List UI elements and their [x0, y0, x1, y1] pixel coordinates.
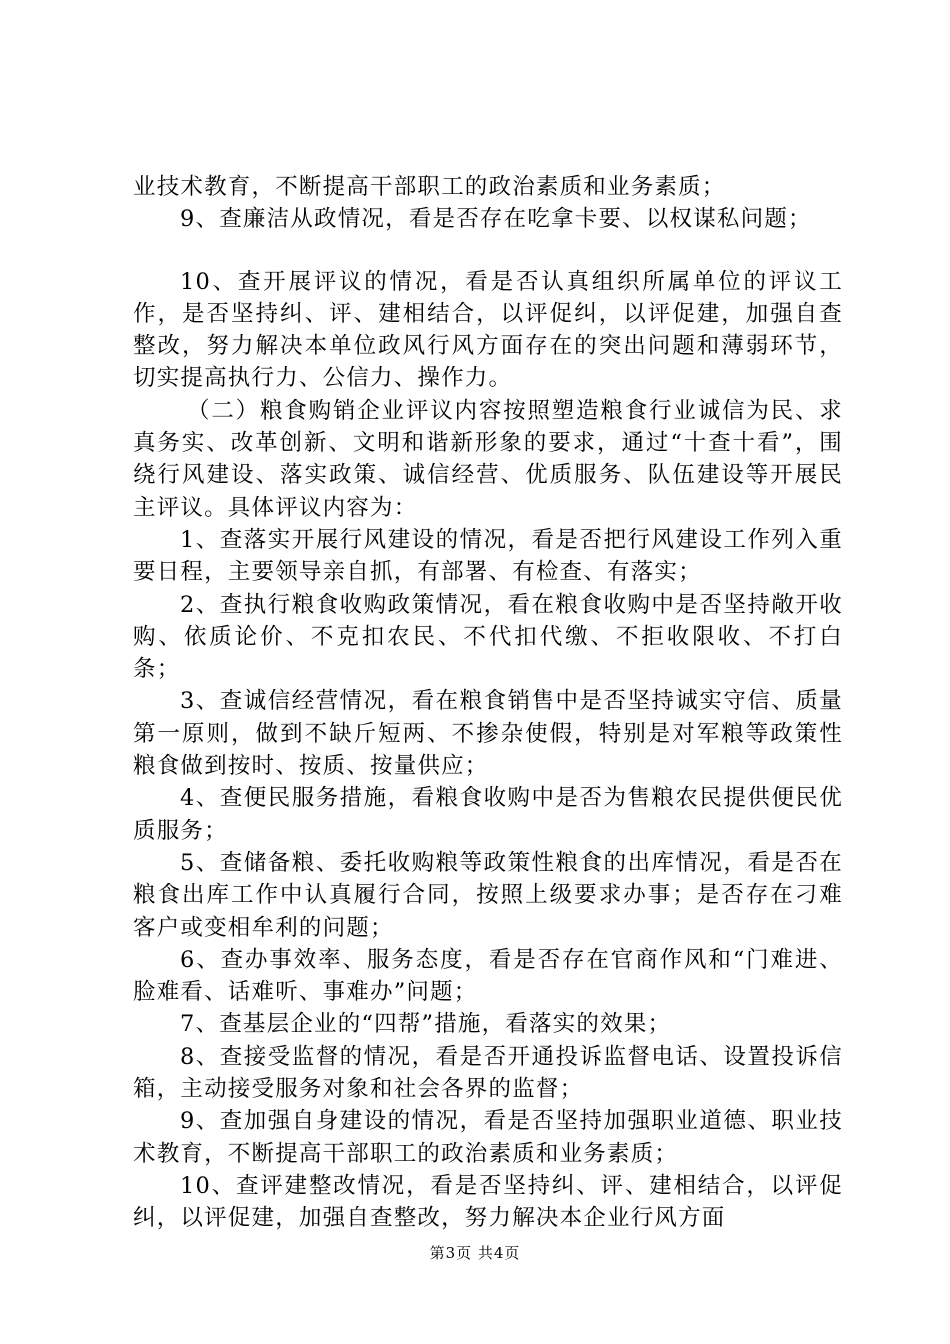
- paragraph-item-8: 8、查接受监督的情况，看是否开通投诉监督电话、设置投诉信箱，主动接受服务对象和社会各界的监督；: [133, 1043, 843, 1103]
- paragraph-continuation: 业技术教育，不断提高干部职工的政治素质和业务素质；: [133, 174, 726, 200]
- paragraph-item-10-evaluation: 10、查开展评议的情况，看是否认真组织所属单位的评议工作，是否坚持纠、评、建相结合，以评促纠，以评促建，加强自查整改，努力解决本单位政风行风方面存在的突出问题和薄弱环节，切实提高执行力、公信力、操作力。: [133, 268, 843, 392]
- paragraph-item-1: 1、查落实开展行风建设的情况，看是否把行风建设工作列入重要日程，主要领导亲自抓，有部署、有检查、有落实；: [133, 526, 843, 586]
- paragraph-item-9-integrity: 9、查廉洁从政情况，看是否存在吃拿卡要、以权谋私问题；: [180, 206, 812, 233]
- paragraph-item-7: 7、查基层企业的“四帮”措施，看落实的效果；: [180, 1011, 672, 1038]
- paragraph-item-6: 6、查办事效率、服务态度，看是否存在官商作风和“门难进、脸难看、话难听、事难办”问题；: [133, 946, 843, 1006]
- paragraph-item-5: 5、查储备粮、委托收购粮等政策性粮食的出库情况，看是否在粮食出库工作中认真履行合同，按照上级要求办事；是否存在刁难客户或变相牟利的问题；: [133, 849, 843, 941]
- paragraph-item-10: 10、查评建整改情况，看是否坚持纠、评、建相结合，以评促纠，以评促建，加强自查整改，努力解决本企业行风方面: [133, 1172, 843, 1232]
- paragraph-item-3: 3、查诚信经营情况，看在粮食销售中是否坚持诚实守信、质量第一原则，做到不缺斤短两、不掺杂使假，特别是对军粮等政策性粮食做到按时、按质、按量供应；: [133, 688, 843, 780]
- paragraph-item-2: 2、查执行粮食收购政策情况，看在粮食收购中是否坚持敞开收购、依质论价、不克扣农民、不代扣代缴、不拒收限收、不打白条；: [133, 591, 843, 683]
- paragraph-item-9: 9、查加强自身建设的情况，看是否坚持加强职业道德、职业技术教育，不断提高干部职工的政治素质和业务素质；: [133, 1108, 843, 1167]
- page-number-footer: 第3页 共4页: [429, 1244, 521, 1262]
- document-body: [133, 171, 843, 1235]
- paragraph-item-4: 4、查便民服务措施，看粮食收购中是否为售粮农民提供便民优质服务；: [133, 785, 843, 844]
- paragraph-section-2-heading: （二）粮食购销企业评议内容按照塑造粮食行业诚信为民、求真务实、改革创新、文明和谐新形象的要求，通过“十查十看”，围绕行风建设、落实政策、诚信经营、优质服务、队伍建设等开展民主评议。具体评议内容为：: [133, 397, 843, 521]
